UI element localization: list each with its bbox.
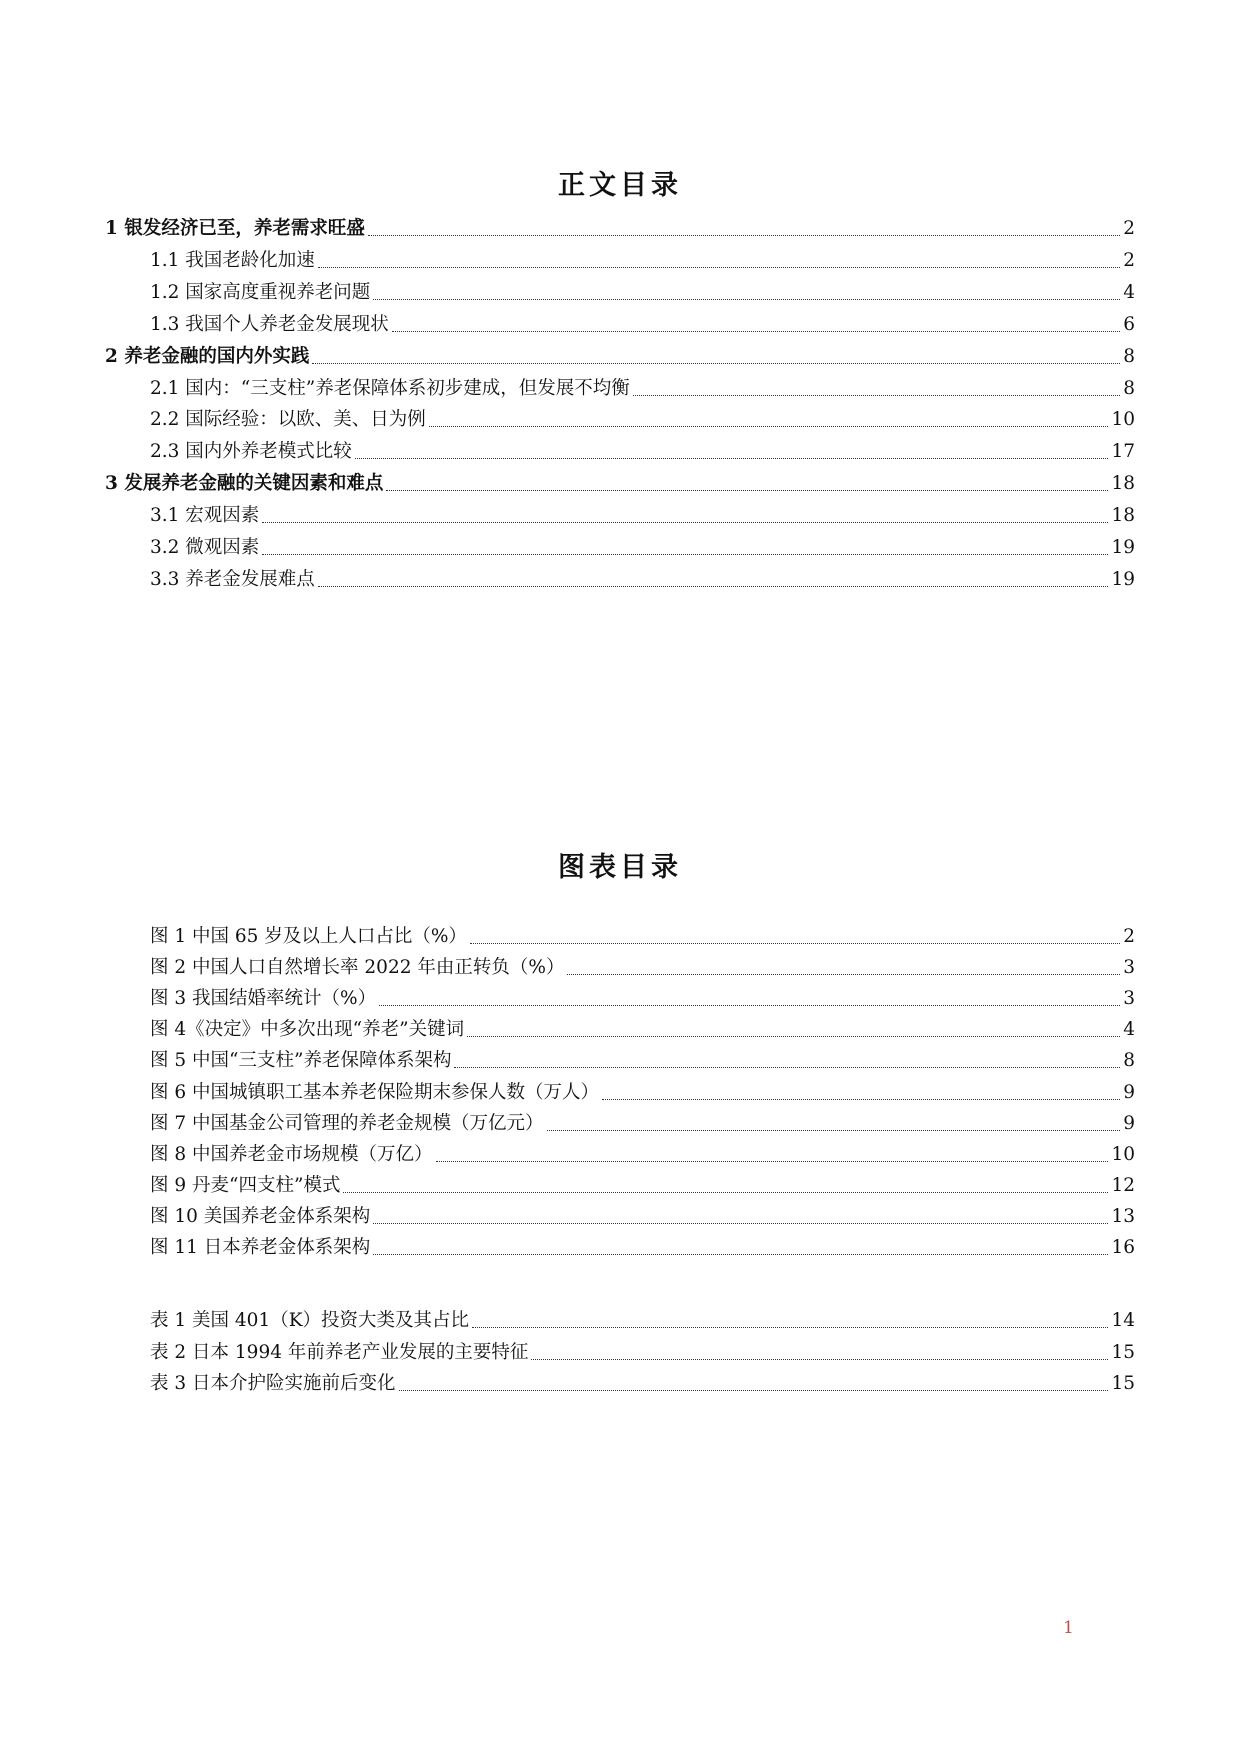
dot-leader: [454, 1067, 1120, 1068]
entry-page-number: 15: [1111, 1341, 1135, 1363]
entry-label: 1.3 我国个人养老金发展现状: [150, 313, 389, 335]
figure-entry[interactable]: [150, 985, 1135, 1013]
toc-entry[interactable]: [105, 470, 1135, 498]
toc-entry[interactable]: [105, 215, 1135, 243]
figure-entry[interactable]: [150, 1172, 1135, 1200]
entry-page-number: 6: [1123, 313, 1135, 335]
entry-label: 图 9 丹麦“四支柱”模式: [150, 1174, 341, 1196]
toc-entry[interactable]: [105, 343, 1135, 371]
entry-page-number: 9: [1123, 1081, 1135, 1103]
entry-label: 图 11 日本养老金体系架构: [150, 1237, 371, 1258]
entry-label: 2 养老金融的国内外实践: [105, 345, 310, 367]
entry-label: 图 10 美国养老金体系架构: [150, 1205, 371, 1227]
figure-entry[interactable]: [150, 923, 1135, 951]
entry-page-number: 2: [1123, 249, 1135, 271]
dot-leader: [399, 1390, 1109, 1391]
entry-label: 表 2 日本 1994 年前养老产业发展的主要特征: [150, 1341, 529, 1363]
entry-label: 3.3 养老金发展难点: [150, 568, 315, 590]
entry-label: 表 3 日本介护险实施前后变化: [150, 1373, 396, 1394]
entry-label: 2.1 国内：“三支柱”养老保障体系初步建成，但发展不均衡: [150, 377, 630, 399]
entry-label: 图 4《决定》中多次出现“养老”关键词: [150, 1019, 465, 1041]
figure-entry[interactable]: [150, 1016, 1135, 1044]
figure-entry[interactable]: [150, 1079, 1135, 1107]
entry-page-number: 8: [1123, 345, 1135, 367]
entry-page-number: 18: [1111, 473, 1135, 495]
entry-label: 图 6 中国城镇职工基本养老保险期末参保人数（万人）: [150, 1081, 600, 1103]
entry-page-number: 2: [1123, 926, 1135, 947]
dot-leader: [531, 1359, 1108, 1360]
entry-page-number: 17: [1111, 441, 1135, 463]
dot-leader: [386, 490, 1108, 491]
entry-page-number: 19: [1111, 537, 1135, 558]
entry-page-number: 4: [1123, 1019, 1135, 1041]
dot-leader: [355, 458, 1109, 459]
figure-entry[interactable]: [150, 954, 1135, 982]
entry-label: 图 7 中国基金公司管理的养老金规模（万亿元）: [150, 1112, 544, 1134]
figure-entry[interactable]: [150, 1203, 1135, 1231]
figure-entry[interactable]: [150, 1047, 1135, 1075]
entry-label: 3 发展养老金融的关键因素和难点: [105, 473, 384, 495]
entry-label: 3.1 宏观因素: [150, 505, 260, 527]
dot-leader: [467, 1036, 1120, 1037]
dot-leader: [470, 943, 1120, 944]
entry-page-number: 14: [1111, 1310, 1135, 1331]
entry-label: 图 2 中国人口自然增长率 2022 年由正转负（%）: [150, 957, 565, 979]
entry-page-number: 13: [1111, 1205, 1135, 1227]
entry-label: 2.2 国际经验：以欧、美、日为例: [150, 409, 426, 431]
entry-label: 3.2 微观因素: [150, 537, 260, 558]
entry-page-number: 10: [1111, 1143, 1135, 1165]
entry-page-number: 3: [1123, 988, 1135, 1010]
dot-leader: [262, 554, 1108, 555]
toc-entry[interactable]: [150, 406, 1135, 434]
toc-entry[interactable]: [150, 375, 1135, 403]
dot-leader: [429, 426, 1109, 427]
entry-page-number: 16: [1111, 1237, 1135, 1258]
dot-leader: [312, 363, 1120, 364]
toc-entry[interactable]: [150, 438, 1135, 466]
dot-leader: [602, 1099, 1120, 1100]
entry-page-number: 4: [1123, 281, 1135, 303]
entry-page-number: 3: [1123, 957, 1135, 979]
entry-label: 1.1 我国老龄化加速: [150, 249, 315, 271]
lof-title: 图表目录: [558, 852, 682, 883]
entry-page-number: 8: [1123, 377, 1135, 399]
table-entry[interactable]: [150, 1370, 1135, 1398]
table-entry[interactable]: [150, 1307, 1135, 1335]
entry-page-number: 18: [1111, 505, 1135, 527]
figure-entry[interactable]: [150, 1141, 1135, 1169]
dot-leader: [373, 299, 1120, 300]
entry-label: 表 1 美国 401（K）投资大类及其占比: [150, 1310, 470, 1331]
dot-leader: [318, 267, 1120, 268]
entry-label: 1 银发经济已至，养老需求旺盛: [105, 218, 365, 239]
table-entry[interactable]: [150, 1339, 1135, 1367]
entry-label: 图 3 我国结婚率统计（%）: [150, 988, 377, 1010]
entry-page-number: 19: [1111, 568, 1135, 590]
dot-leader: [343, 1192, 1108, 1193]
toc-entry[interactable]: [150, 279, 1135, 307]
entry-label: 图 1 中国 65 岁及以上人口占比（%）: [150, 926, 467, 947]
dot-leader: [472, 1327, 1108, 1328]
entry-page-number: 15: [1111, 1373, 1135, 1394]
dot-leader: [547, 1130, 1121, 1131]
entry-label: 1.2 国家高度重视养老问题: [150, 281, 371, 303]
dot-leader: [392, 331, 1120, 332]
dot-leader: [373, 1223, 1108, 1224]
figure-entry[interactable]: [150, 1234, 1135, 1262]
dot-leader: [633, 395, 1120, 396]
dot-leader: [368, 235, 1120, 236]
entry-label: 图 5 中国“三支柱”养老保障体系架构: [150, 1050, 452, 1072]
dot-leader: [379, 1005, 1120, 1006]
dot-leader: [262, 522, 1108, 523]
toc-entry[interactable]: [150, 534, 1135, 562]
entry-page-number: 2: [1123, 218, 1135, 239]
dot-leader: [318, 586, 1109, 587]
toc-entry[interactable]: [150, 566, 1135, 594]
dot-leader: [567, 974, 1120, 975]
toc-title: 正文目录: [558, 170, 682, 201]
entry-label: 2.3 国内外养老模式比较: [150, 441, 352, 463]
entry-page-number: 8: [1123, 1050, 1135, 1072]
entry-label: 图 8 中国养老金市场规模（万亿）: [150, 1143, 433, 1165]
toc-entry[interactable]: [150, 502, 1135, 530]
entry-page-number: 10: [1111, 409, 1135, 431]
entry-page-number: 9: [1123, 1112, 1135, 1134]
figure-entry[interactable]: [150, 1110, 1135, 1138]
entry-page-number: 12: [1111, 1174, 1135, 1196]
dot-leader: [436, 1161, 1109, 1162]
dot-leader: [373, 1254, 1108, 1255]
toc-entry[interactable]: [150, 247, 1135, 275]
toc-entry[interactable]: [150, 311, 1135, 339]
page-number: 1: [1063, 1618, 1074, 1638]
